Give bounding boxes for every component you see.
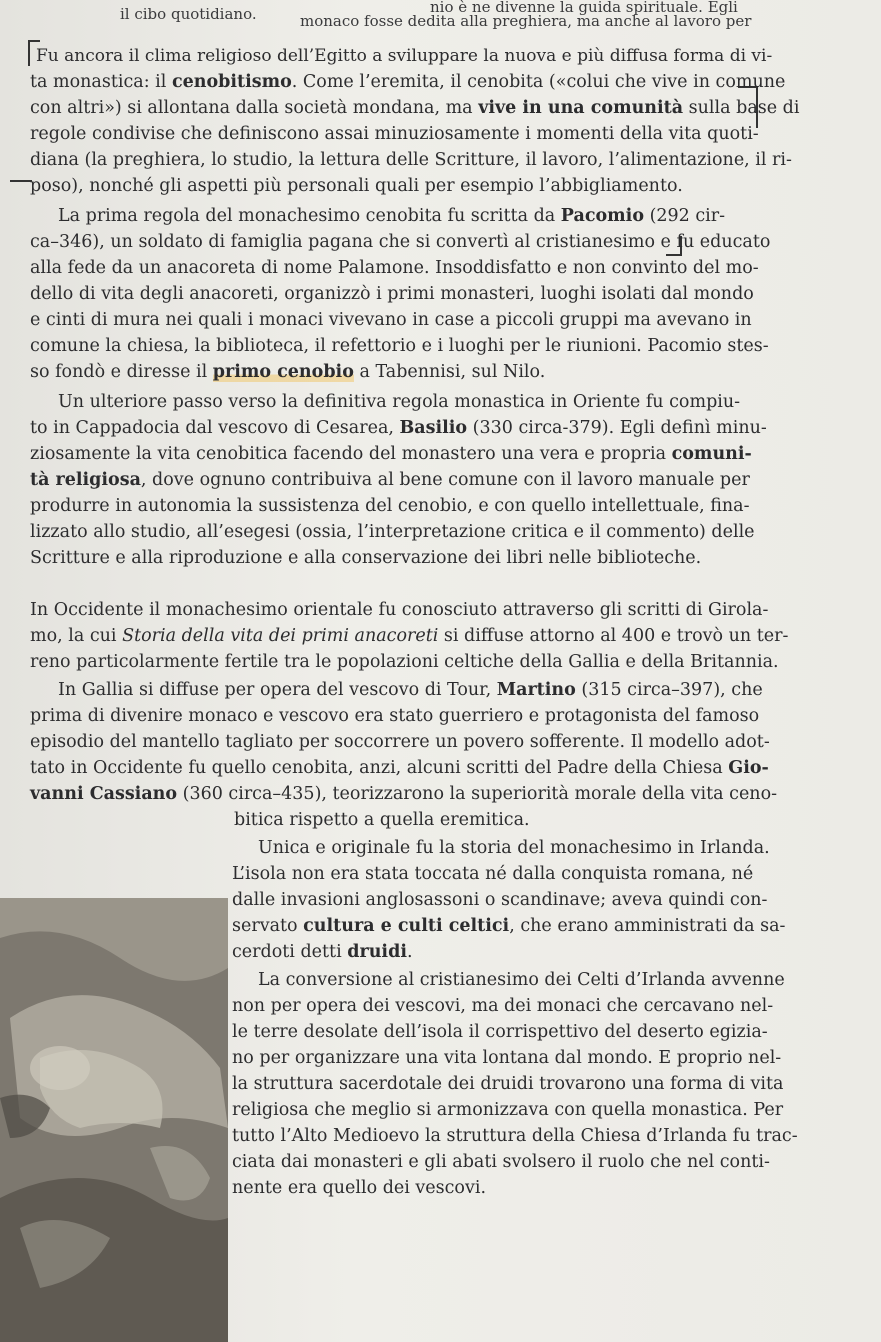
p6-line-3: dalle invasioni anglosassoni o scandinave; aveva quindi con- — [232, 890, 768, 910]
p3-line-5: produrre in autonomia la sussistenza del cenobio, e con quello intellettuale, fina- — [30, 496, 750, 516]
p5-line-6: bitica rispetto a quella eremitica. — [234, 810, 530, 830]
p7-line-7: tutto l’Alto Medioevo la struttura della Chiesa d’Irlanda fu trac- — [232, 1126, 798, 1146]
p3-line-1: Un ulteriore passo verso la definitiva regola monastica in Oriente fu compiu- — [58, 392, 741, 412]
p1-line-1: Fu ancora il clima religioso dell’Egitto a sviluppare la nuova e più diffusa forma di vi- — [36, 46, 773, 66]
p3-line-6: lizzato allo studio, all’esegesi (ossia, l’interpretazione critica e il commento) delle — [30, 522, 755, 542]
p2-line-3: alla fede da un anacoreta di nome Palamone. Insoddisfatto e non convinto del mo- — [30, 258, 759, 278]
p4-line-2: mo, la cui Storia della vita dei primi anacoreti si diffuse attorno al 400 e trovò un ter- — [30, 626, 789, 646]
stone-relief-image — [0, 898, 228, 1342]
p6-line-4: servato cultura e culti celtici, che erano amministrati da sa- — [232, 916, 786, 936]
p1-line-3: con altri») si allontana dalla società mondana, ma vive in una comunità sulla base di — [30, 98, 800, 118]
p6-line-2: L’isola non era stata toccata né dalla conquista romana, né — [232, 864, 754, 884]
p1-line-2: ta monastica: il cenobitismo. Come l’eremita, il cenobita («colui che vive in comune — [30, 72, 786, 92]
p7-line-3: le terre desolate dell’isola il corrispettivo del deserto egizia- — [232, 1022, 768, 1042]
p4-line-1: In Occidente il monachesimo orientale fu conosciuto attraverso gli scritti di Girola- — [30, 600, 769, 620]
p1-line-4: regole condivise che definiscono assai minuziosamente i momenti della vita quoti- — [30, 124, 759, 144]
p7-line-4: no per organizzare una vita lontana dal mondo. E proprio nel- — [232, 1048, 782, 1068]
p7-line-2: non per opera dei vescovi, ma dei monaci che cercavano nel- — [232, 996, 774, 1016]
p2-line-6: comune la chiesa, la biblioteca, il refettorio e i luoghi per le riunioni. Pacomio stes- — [30, 336, 769, 356]
top-fragment-3: il cibo quotidiano. — [120, 5, 257, 23]
p5-line-2: prima di divenire monaco e vescovo era stato guerriero e protagonista del famoso — [30, 706, 760, 726]
p3-line-4: tà religiosa, dove ognuno contribuiva al bene comune con il lavoro manuale per — [30, 470, 750, 490]
p1-line-5: diana (la preghiera, lo studio, la lettura delle Scritture, il lavoro, l’alimentazione, il ri- — [30, 150, 792, 170]
p5-line-1: In Gallia si diffuse per opera del vescovo di Tour, Martino (315 circa–397), che — [58, 680, 763, 700]
p2-line-2: ca–346), un soldato di famiglia pagana che si convertì al cristianesimo e fu educato — [30, 232, 771, 252]
p3-line-2: to in Cappadocia dal vescovo di Cesarea, Basilio (330 circa-379). Egli definì minu- — [30, 418, 767, 438]
p5-line-3: episodio del mantello tagliato per soccorrere un povero sofferente. Il modello adot- — [30, 732, 770, 752]
p7-line-5: la struttura sacerdotale dei druidi trovarono una forma di vita — [232, 1074, 784, 1094]
p2-line-1: La prima regola del monachesimo cenobita fu scritta da Pacomio (292 cir- — [58, 206, 726, 226]
p7-line-6: religiosa che meglio si armonizzava con quella monastica. Per — [232, 1100, 784, 1120]
p7-line-8: ciata dai monasteri e gli abati svolsero il ruolo che nel conti- — [232, 1152, 770, 1172]
p1-line-6: poso), nonché gli aspetti più personali quali per esempio l’abbigliamento. — [30, 176, 683, 196]
top-fragment-1: nio è ne divenne la guida spirituale. Egli — [430, 0, 738, 16]
p3-line-7: Scritture e alla riproduzione e alla conservazione dei libri nelle biblioteche. — [30, 548, 702, 568]
relief-illustration — [0, 898, 228, 1342]
p7-line-9: nente era quello dei vescovi. — [232, 1178, 487, 1198]
p4-line-3: reno particolarmente fertile tra le popolazioni celtiche della Gallia e della Britannia. — [30, 652, 779, 672]
p3-line-3: ziosamente la vita cenobitica facendo del monastero una vera e propria comuni- — [30, 444, 752, 464]
p2-line-5: e cinti di mura nei quali i monaci vivevano in case a piccoli gruppi ma avevano in — [30, 310, 752, 330]
p2-line-4: dello di vita degli anacoreti, organizzò i primi monasteri, luoghi isolati dal mondo — [30, 284, 754, 304]
p6-line-1: Unica e originale fu la storia del monachesimo in Irlanda. — [258, 838, 770, 858]
p2-line-7: so fondò e diresse il primo cenobio a Tabennisi, sul Nilo. — [30, 362, 546, 382]
p6-line-5: cerdoti detti druidi. — [232, 942, 413, 962]
p5-line-4: tato in Occidente fu quello cenobita, anzi, alcuni scritti del Padre della Chiesa Gio- — [30, 758, 769, 778]
p5-line-5: vanni Cassiano (360 circa–435), teorizzarono la superiorità morale della vita ceno- — [30, 784, 778, 804]
top-fragment-2: monaco fosse dedita alla preghiera, ma anche al lavoro per — [300, 12, 752, 30]
p7-line-1: La conversione al cristianesimo dei Celti d’Irlanda avvenne — [258, 970, 785, 990]
pen-mark-left — [10, 180, 32, 182]
